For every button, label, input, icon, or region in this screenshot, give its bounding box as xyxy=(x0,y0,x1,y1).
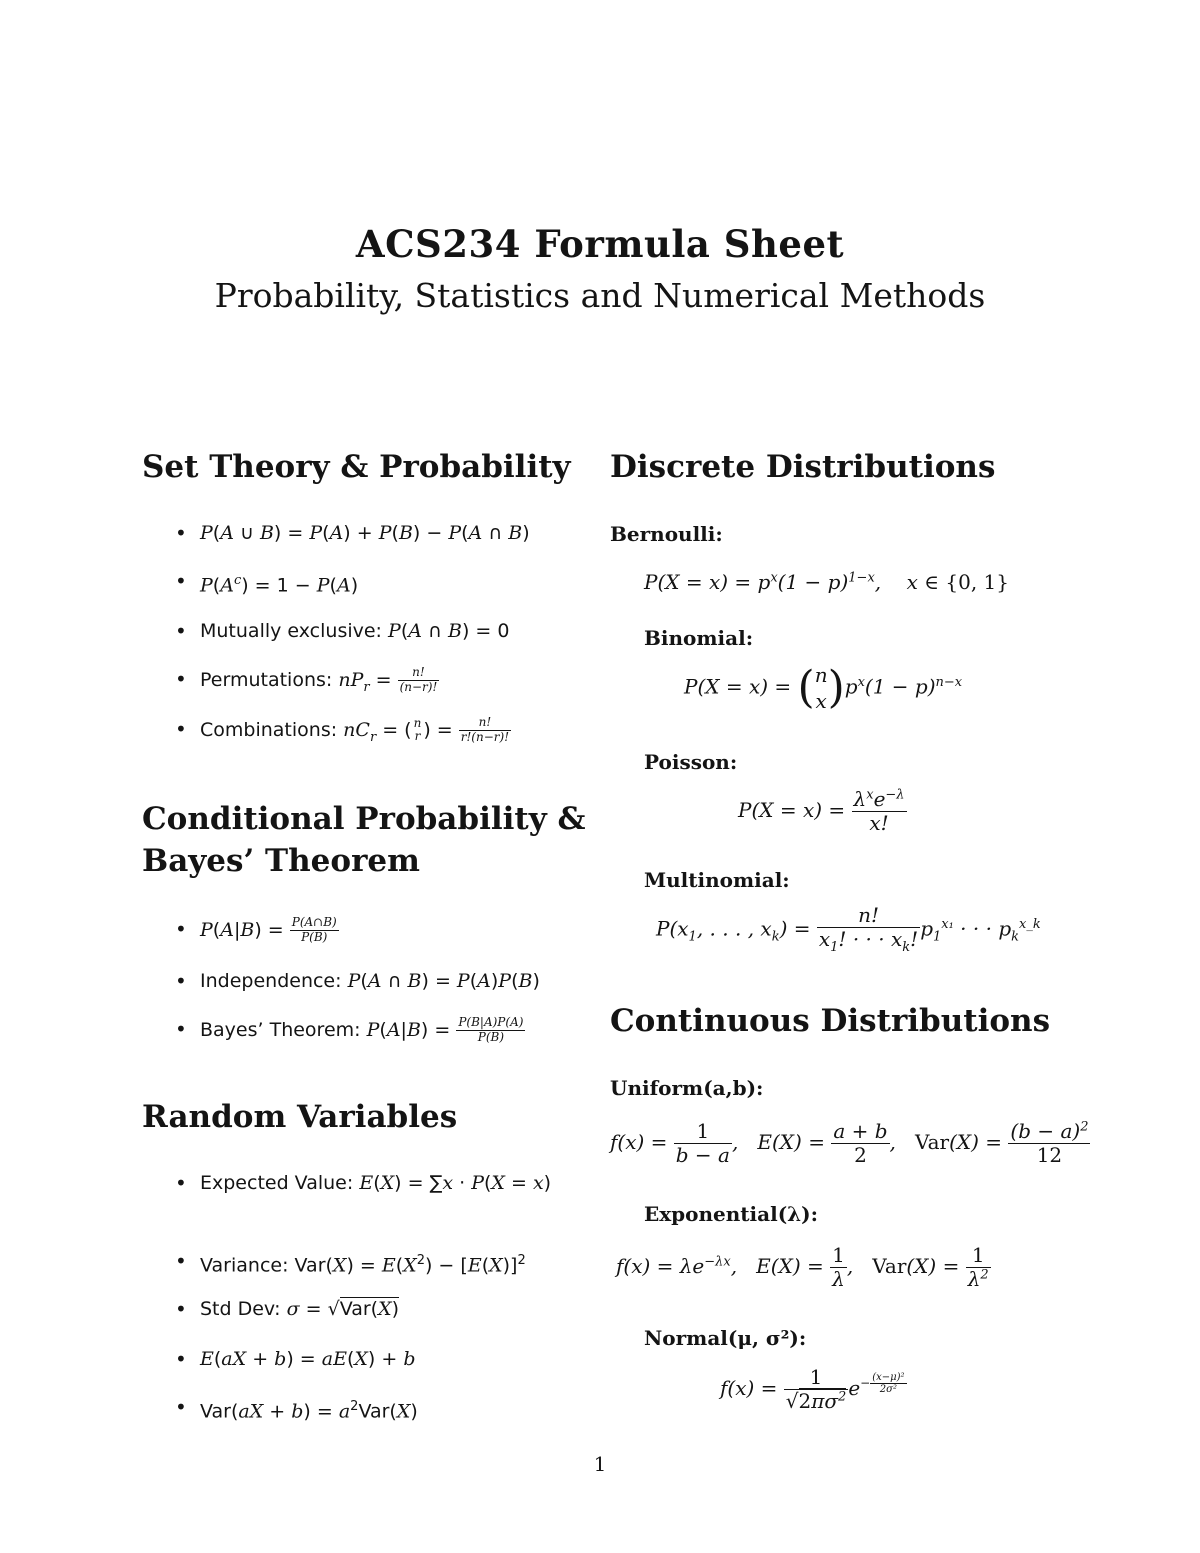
exponential-formula: $f(x) = \lambda e^{-\lambda x}$, E(X) = $\frac{1}{\lambda}$ , Var(X) = $\frac{1}{\lambda^2}$ xyxy=(616,1243,989,1291)
list-item: • Combinations: $nC_r$ = ( n r ) = $\frac{n!}{r!(n-r)!}$ xyxy=(173,716,511,751)
page-subtitle: Probability, Statistics and Numerical Methods xyxy=(214,276,986,315)
list-item: • $Var(aX + b) = a^2Var(X)$ xyxy=(173,1394,418,1424)
list-item: • Bayes’ Theorem: P(A|B) = $\frac{P(B|A)P(A)}{P(B)}$ xyxy=(173,1016,525,1045)
poisson-label: Poisson: xyxy=(644,750,738,774)
std-dev-label: Std Dev: xyxy=(200,1298,281,1320)
poisson-formula: P(X = x) = $\frac{\lambda^xe^{-\lambda}}{x!}$ xyxy=(738,787,905,835)
expected-value-label: Expected Value: xyxy=(200,1172,354,1194)
heading-conditional-line1: Conditional Probability & xyxy=(142,801,586,837)
multinomial-formula: $P(x_1$, . . . , $x_k$) = $\frac{n!}{x_1! \cdot \cdot \cdot x_k!}$ $p_1^{x_1}$ · · · $p_k^{x\_k}$ xyxy=(656,903,1041,955)
bayes-label: Bayes’ Theorem: xyxy=(200,1018,361,1041)
list-item: • Independence: P(A ∩ B) = P(A)P(B) xyxy=(173,968,540,994)
list-item: • P(A ∪ B) = P(A) + P(B) − P(A ∩ B) xyxy=(173,520,530,546)
permutations-label: Permutations: xyxy=(200,668,333,691)
uniform-label: Uniform(a,b): xyxy=(610,1076,764,1100)
list-item: • Std Dev: σ = √Var(X) xyxy=(173,1296,399,1322)
variance-label: Variance: xyxy=(200,1254,289,1277)
combinations-label: Combinations: xyxy=(200,718,338,741)
binomial-label: Binomial: xyxy=(644,626,754,650)
multinomial-label: Multinomial: xyxy=(644,868,790,892)
list-item: • Permutations: $nP_r$ = $\frac{n!}{(n-r)!}$ xyxy=(173,666,439,701)
heading-set-theory: Set Theory & Probability xyxy=(142,449,571,485)
bernoulli-formula: $P(X = x) = p^x(1 - p)^{1-x}$, x ∈ {0, 1} xyxy=(644,570,1009,594)
normal-label: Normal(μ, σ²): xyxy=(644,1326,807,1350)
list-item: • $P(A^c) = 1 - P(A)$ xyxy=(173,568,358,598)
list-item: • Variance: $Var(X) = E(X^2) - [E(X)]^2$ xyxy=(173,1248,526,1278)
page-title: ACS234 Formula Sheet xyxy=(355,222,845,266)
list-item: • E(aX + b) = aE(X) + b xyxy=(173,1346,416,1372)
page-number: 1 xyxy=(593,1452,607,1476)
heading-continuous: Continuous Distributions xyxy=(610,1003,1051,1039)
list-item: • Mutually exclusive: P(A ∩ B) = 0 xyxy=(173,618,509,644)
list-item: • Expected Value: E(X) = ∑x · P(X = x) xyxy=(173,1170,590,1196)
heading-conditional-line2: Bayes’ Theorem xyxy=(142,843,420,879)
bernoulli-label: Bernoulli: xyxy=(610,522,723,546)
exponential-label: Exponential(λ): xyxy=(644,1202,819,1226)
uniform-formula: f(x) = $\frac{1}{b - a}$ , E(X) = $\frac{a + b}{2}$ , Var(X) = $\frac{(b - a)^2}{12}$ xyxy=(610,1119,1089,1167)
binomial-formula: P(X = x) = ( n x )$p^x(1 - p)^{n-x}$ xyxy=(684,662,963,713)
independence-label: Independence: xyxy=(200,970,342,992)
normal-formula: f(x) = $\frac{1}{√2\pi\sigma^2}$ $e^{- \frac{\text{(x−μ)²}}{\text{2σ²}}}$ xyxy=(720,1365,905,1413)
heading-random-variables: Random Variables xyxy=(142,1099,458,1135)
list-item: • P(A|B) = $\frac{P(A\cap B)}{P(B)}$ xyxy=(173,916,339,945)
heading-discrete: Discrete Distributions xyxy=(610,449,996,485)
mutually-exclusive-label: Mutually exclusive: xyxy=(200,620,382,642)
